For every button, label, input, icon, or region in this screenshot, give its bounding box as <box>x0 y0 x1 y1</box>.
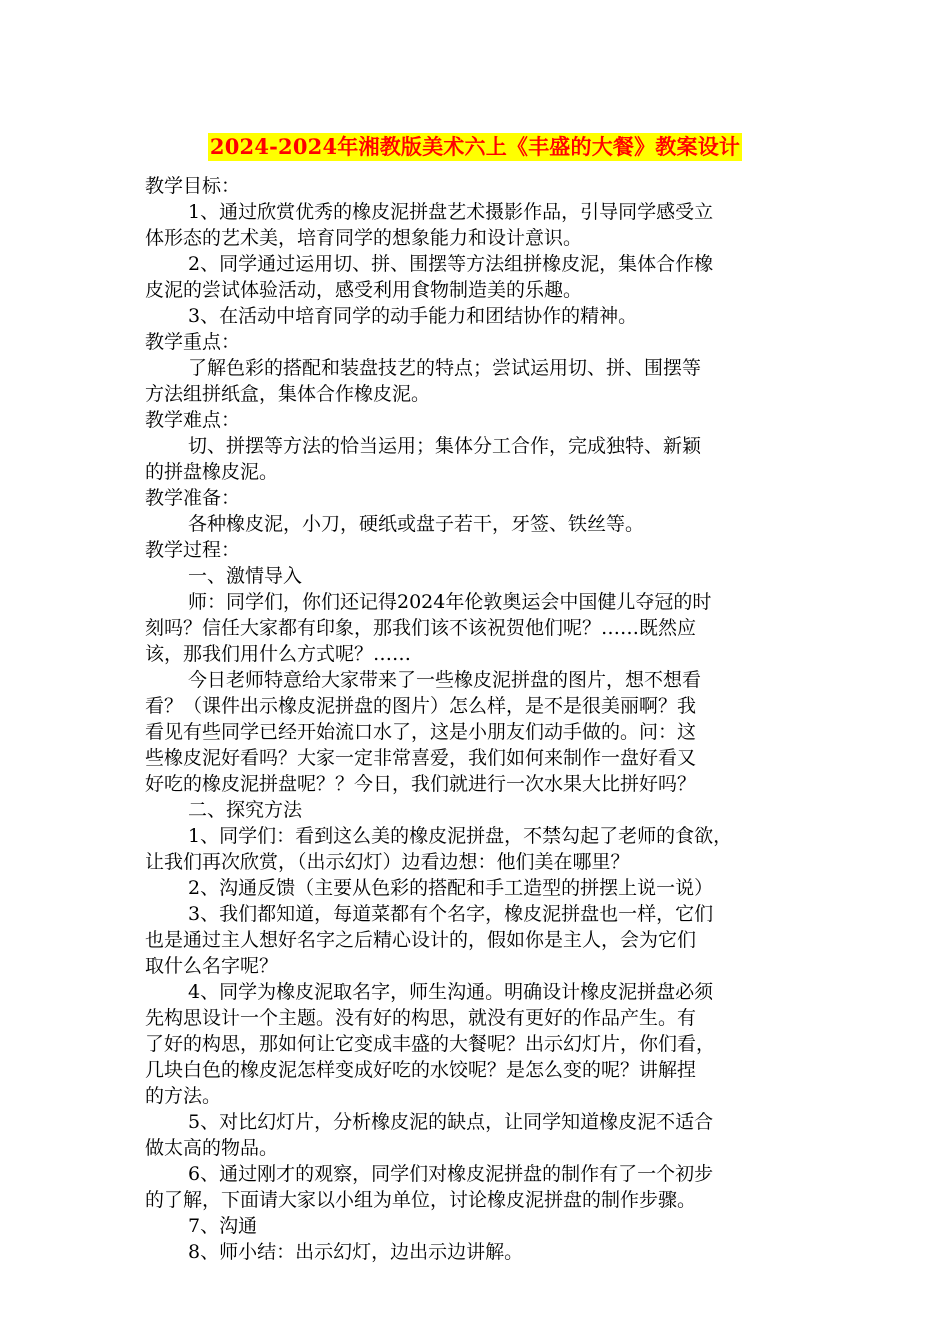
text-line: 今日老师特意给大家带来了一些橡皮泥拼盘的图片，想不想看 <box>188 669 702 691</box>
text-line: 4、同学为橡皮泥取名字，师生沟通。明确设计橡皮泥拼盘必须 <box>188 981 714 1003</box>
text-line: 了好的构思，那如何让它变成丰盛的大餐呢？出示幻灯片，你们看， <box>145 1033 716 1055</box>
document-title: 2024-2024年湘教版美术六上《丰盛的大餐》教案设计 <box>209 134 741 159</box>
document-body <box>145 173 810 1265</box>
text-line: 教学难点： <box>145 409 241 431</box>
text-line: 刻吗？信任大家都有印象，那我们该不该祝贺他们呢？……既然应 <box>145 617 697 639</box>
text-line: 7、沟通 <box>188 1215 258 1237</box>
text-line: 6、通过刚才的观察，同学们对橡皮泥拼盘的制作有了一个初步 <box>188 1163 714 1185</box>
text-line: 教学准备： <box>145 487 241 509</box>
text-line: 二、探究方法 <box>188 799 303 821</box>
text-line: 也是通过主人想好名字之后精心设计的，假如你是主人，会为它们 <box>145 929 697 951</box>
text-line: 体形态的艺术美，培育同学的想象能力和设计意识。 <box>145 227 583 249</box>
text-line: 看？（课件出示橡皮泥拼盘的图片）怎么样，是不是很美丽啊？我 <box>145 695 697 717</box>
text-line: 2、同学通过运用切、拼、围摆等方法组拼橡皮泥，集体合作橡 <box>188 253 714 275</box>
text-line: 的方法。 <box>145 1085 222 1107</box>
text-line: 1、同学们：看到这么美的橡皮泥拼盘，不禁勾起了老师的食欲， <box>188 825 733 847</box>
text-line: 做太高的物品。 <box>145 1137 279 1159</box>
text-line: 3、在活动中培育同学的动手能力和团结协作的精神。 <box>188 305 638 327</box>
text-line: 教学重点： <box>145 331 241 353</box>
text-line: 的拼盘橡皮泥。 <box>145 461 279 483</box>
text-line: 3、我们都知道，每道菜都有个名字，橡皮泥拼盘也一样，它们 <box>188 903 714 925</box>
text-line: 先构思设计一个主题。没有好的构思，就没有更好的作品产生。有 <box>145 1007 697 1029</box>
text-line: 1、通过欣赏优秀的橡皮泥拼盘艺术摄影作品，引导同学感受立 <box>188 201 714 223</box>
text-line: 皮泥的尝试体验活动，感受利用食物制造美的乐趣。 <box>145 279 583 301</box>
title-container <box>0 133 950 161</box>
text-line: 切、拼摆等方法的恰当运用；集体分工合作，完成独特、新颖 <box>188 435 702 457</box>
text-line: 看见有些同学已经开始流口水了，这是小朋友们动手做的。问：这 <box>145 721 697 743</box>
text-line: 让我们再次欣赏，（出示幻灯）边看边想：他们美在哪里？ <box>145 851 630 873</box>
text-line: 些橡皮泥好看吗？大家一定非常喜爱，我们如何来制作一盘好看又 <box>145 747 697 769</box>
text-line: 好吃的橡皮泥拼盘呢？？今日，我们就进行一次水果大比拼好吗？ <box>145 773 697 795</box>
text-line: 师：同学们，你们还记得2024年伦敦奥运会中国健儿夺冠的时 <box>188 591 712 613</box>
text-line: 取什么名字呢？ <box>145 955 279 977</box>
text-line: 的了解，下面请大家以小组为单位，讨论橡皮泥拼盘的制作步骤。 <box>145 1189 697 1211</box>
text-line: 各种橡皮泥，小刀，硬纸或盘子若干，牙签、铁丝等。 <box>188 513 645 535</box>
text-line: 了解色彩的搭配和装盘技艺的特点；尝试运用切、拼、围摆等 <box>188 357 702 379</box>
text-line: 教学目标： <box>145 175 241 197</box>
text-line: 该，那我们用什么方式呢？…… <box>145 643 412 665</box>
text-line: 方法组拼纸盒，集体合作橡皮泥。 <box>145 383 431 405</box>
text-line: 5、对比幻灯片，分析橡皮泥的缺点，让同学知道橡皮泥不适合 <box>188 1111 714 1133</box>
text-line: 2、沟通反馈（主要从色彩的搭配和手工造型的拼摆上说一说） <box>188 877 714 899</box>
text-line: 教学过程： <box>145 539 241 561</box>
text-line: 几块白色的橡皮泥怎样变成好吃的水饺呢？是怎么变的呢？讲解捏 <box>145 1059 697 1081</box>
text-line: 一、激情导入 <box>188 565 303 587</box>
text-line: 8、师小结：出示幻灯，边出示边讲解。 <box>188 1241 524 1263</box>
